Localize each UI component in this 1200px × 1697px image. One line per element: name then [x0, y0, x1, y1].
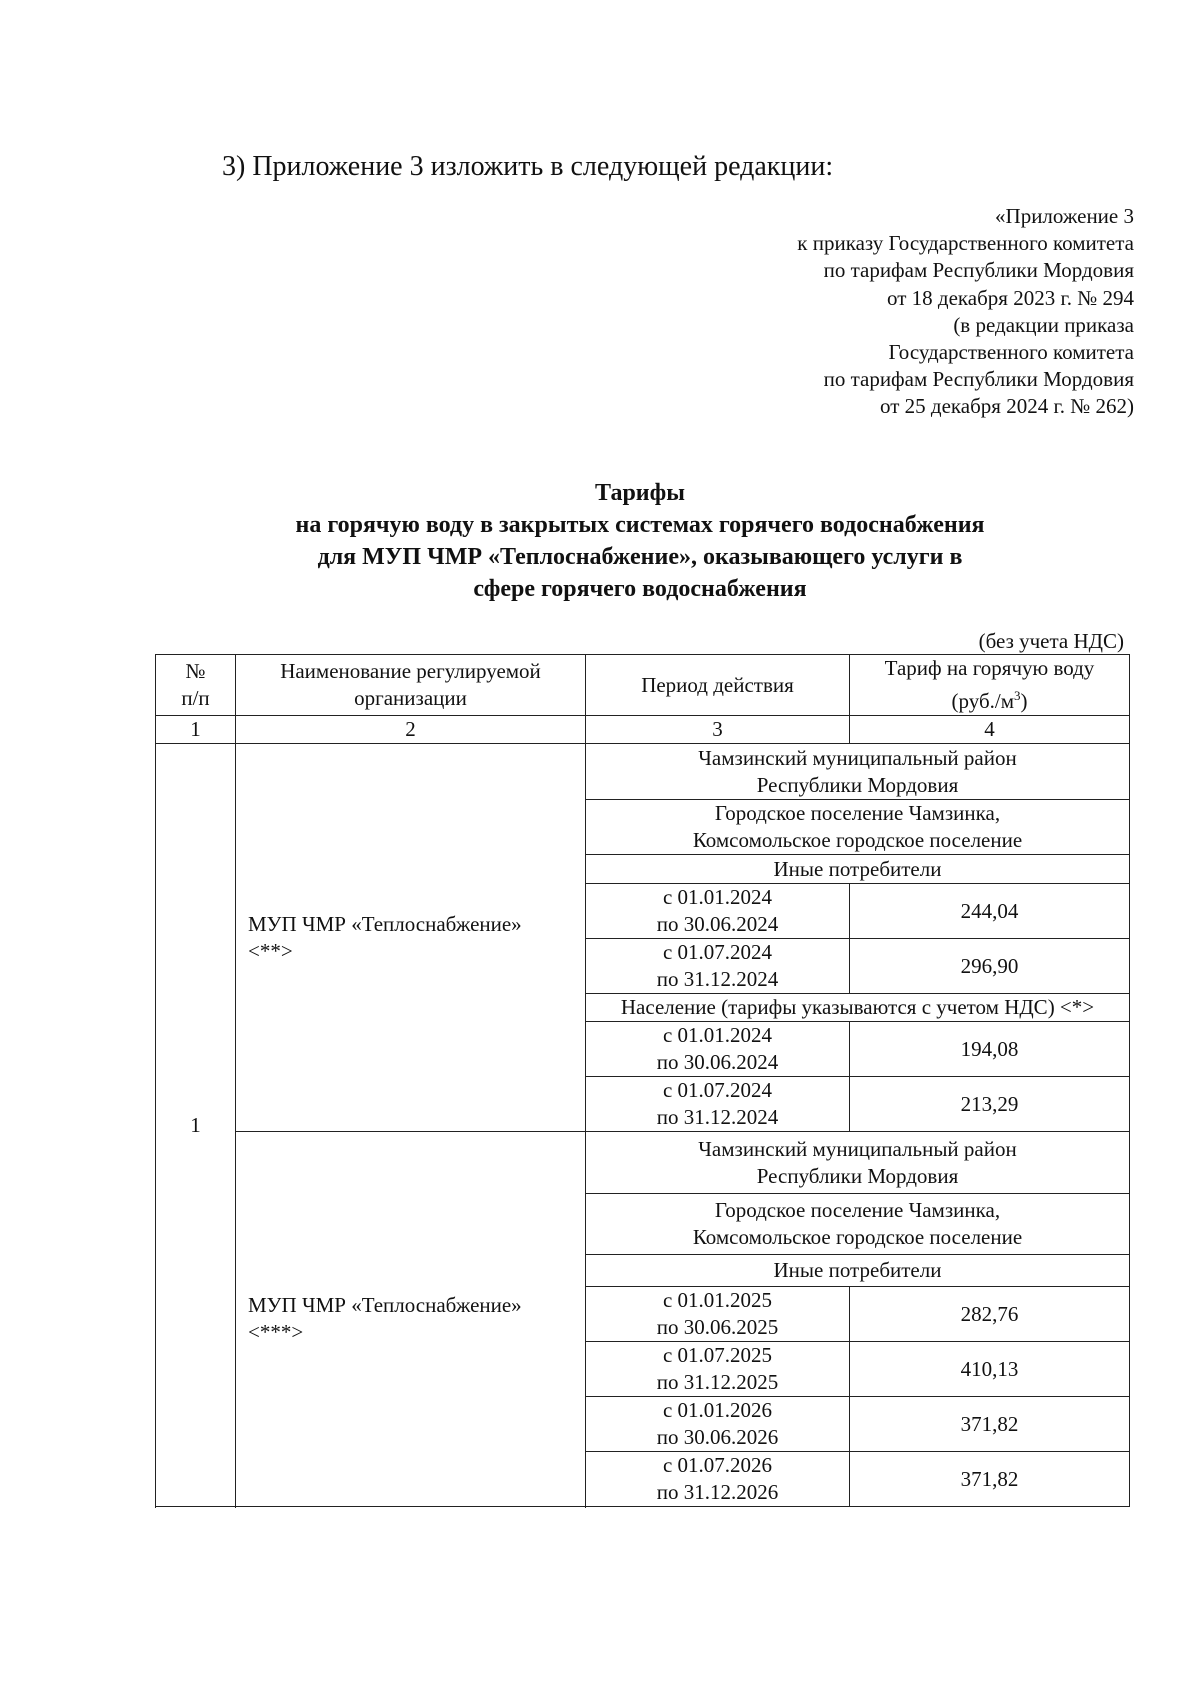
period-cell — [586, 1022, 850, 1077]
column-number: 2 — [236, 716, 586, 744]
period-cell — [586, 1397, 850, 1452]
settlement-cell — [586, 800, 1130, 855]
tariff-value: 282,76 — [850, 1287, 1130, 1342]
header-organization-line: организации — [354, 686, 467, 710]
tariff-unit-text: (руб./м — [951, 689, 1014, 713]
title-line: Тарифы — [595, 480, 685, 506]
consumer-group-cell: Население (тарифы указываются с учетом НДС) <*> — [586, 994, 1130, 1022]
organization-note: <**> — [248, 938, 293, 963]
tariff-value: 371,82 — [850, 1397, 1130, 1452]
table-row — [156, 1132, 1130, 1194]
appendix-line: от 25 декабря 2024 г. № 262) — [880, 394, 1134, 419]
period-from: с 01.01.2024 — [662, 885, 773, 909]
period-cell — [586, 1452, 850, 1507]
tariff-value: 194,08 — [850, 1022, 1130, 1077]
header-tariff-unit — [853, 682, 1126, 715]
title-line: сфере горячего водоснабжения — [473, 576, 807, 602]
tariff-value: 371,82 — [850, 1452, 1130, 1507]
appendix-line: к приказу Государственного комитета — [797, 231, 1134, 256]
period-from: с 01.01.2026 — [662, 1398, 773, 1422]
appendix-reference — [797, 203, 1134, 421]
period-to: по 31.12.2024 — [656, 967, 779, 991]
period-to: по 30.06.2025 — [656, 1315, 779, 1339]
period-cell — [586, 939, 850, 994]
district-line: Чамзинский муниципальный район — [698, 1136, 1017, 1161]
period-to: по 31.12.2024 — [656, 1105, 779, 1129]
column-number-row — [156, 716, 1130, 744]
tariff-value: 410,13 — [850, 1342, 1130, 1397]
period-from: с 01.07.2024 — [662, 940, 773, 964]
organization-note: <***> — [248, 1320, 304, 1344]
tariff-value: 213,29 — [850, 1077, 1130, 1132]
district-cell — [586, 744, 1130, 800]
column-number: 1 — [156, 716, 236, 744]
period-cell — [586, 1077, 850, 1132]
column-number: 4 — [850, 716, 1130, 744]
title-line: для МУП ЧМР «Теплоснабжение», оказывающего услуги в — [317, 544, 963, 570]
header-tariff-line: Тариф на горячую воду — [884, 656, 1095, 680]
header-row — [156, 655, 1130, 716]
period-to: по 30.06.2024 — [656, 912, 779, 936]
district-line: Республики Мордовия — [756, 1163, 959, 1188]
appendix-line: по тарифам Республики Мордовия — [823, 367, 1134, 392]
consumer-group-cell: Иные потребители — [586, 855, 1130, 884]
appendix-line: Государственного комитета — [888, 340, 1134, 365]
settlement-line: Комсомольское городское поселение — [692, 828, 1023, 852]
settlement-line: Комсомольское городское поселение — [692, 1225, 1023, 1249]
tariff-value: 244,04 — [850, 884, 1130, 939]
period-cell — [586, 884, 850, 939]
header-period: Период действия — [586, 655, 850, 716]
appendix-line: (в редакции приказа — [953, 312, 1134, 337]
period-to: по 30.06.2024 — [656, 1050, 779, 1074]
period-to: по 31.12.2025 — [656, 1370, 779, 1394]
period-cell — [586, 1287, 850, 1342]
settlement-cell — [586, 1194, 1130, 1255]
district-cell — [586, 1132, 1130, 1194]
row-number: 1 — [156, 744, 236, 1507]
district-line: Республики Мордовия — [756, 772, 959, 797]
header-organization — [236, 655, 586, 716]
period-from: с 01.07.2025 — [662, 1343, 773, 1367]
organization-cell — [236, 1132, 586, 1507]
document-title — [150, 477, 1130, 605]
column-number: 3 — [586, 716, 850, 744]
intro-text: 3) Приложение 3 изложить в следующей редакции: — [222, 151, 834, 182]
appendix-line: «Приложение 3 — [995, 204, 1134, 228]
header-number-line: п/п — [181, 686, 210, 710]
title-line: на горячую воду в закрытых системах горячего водоснабжения — [295, 512, 985, 538]
settlement-line: Городское поселение Чамзинка, — [714, 801, 1001, 825]
settlement-line: Городское поселение Чамзинка, — [714, 1198, 1001, 1222]
table-row — [156, 744, 1130, 800]
organization-name: МУП ЧМР «Теплоснабжение» — [248, 1293, 522, 1317]
header-tariff — [850, 655, 1130, 716]
tariff-unit-close: ) — [1020, 689, 1028, 713]
organization-name: МУП ЧМР «Теплоснабжение» — [248, 911, 522, 936]
header-number-line: № — [185, 659, 206, 683]
tariff-value: 296,90 — [850, 939, 1130, 994]
vat-note: (без учета НДС) — [978, 629, 1124, 653]
tariff-unit-superscript: 3 — [1014, 688, 1021, 703]
period-from: с 01.07.2024 — [662, 1078, 773, 1102]
period-from: с 01.01.2025 — [662, 1288, 773, 1312]
organization-cell — [236, 744, 586, 1132]
period-cell — [586, 1342, 850, 1397]
tariff-table — [155, 654, 1130, 1507]
period-from: с 01.07.2026 — [662, 1453, 773, 1477]
header-number — [156, 655, 236, 716]
period-to: по 30.06.2026 — [656, 1425, 779, 1449]
period-to: по 31.12.2026 — [656, 1480, 779, 1504]
consumer-group-cell: Иные потребители — [586, 1255, 1130, 1287]
district-line: Чамзинский муниципальный район — [698, 745, 1017, 770]
header-organization-line: Наименование регулируемой — [280, 659, 541, 683]
appendix-line: от 18 декабря 2023 г. № 294 — [887, 285, 1134, 310]
appendix-line: по тарифам Республики Мордовия — [823, 258, 1134, 283]
period-from: с 01.01.2024 — [662, 1023, 773, 1047]
